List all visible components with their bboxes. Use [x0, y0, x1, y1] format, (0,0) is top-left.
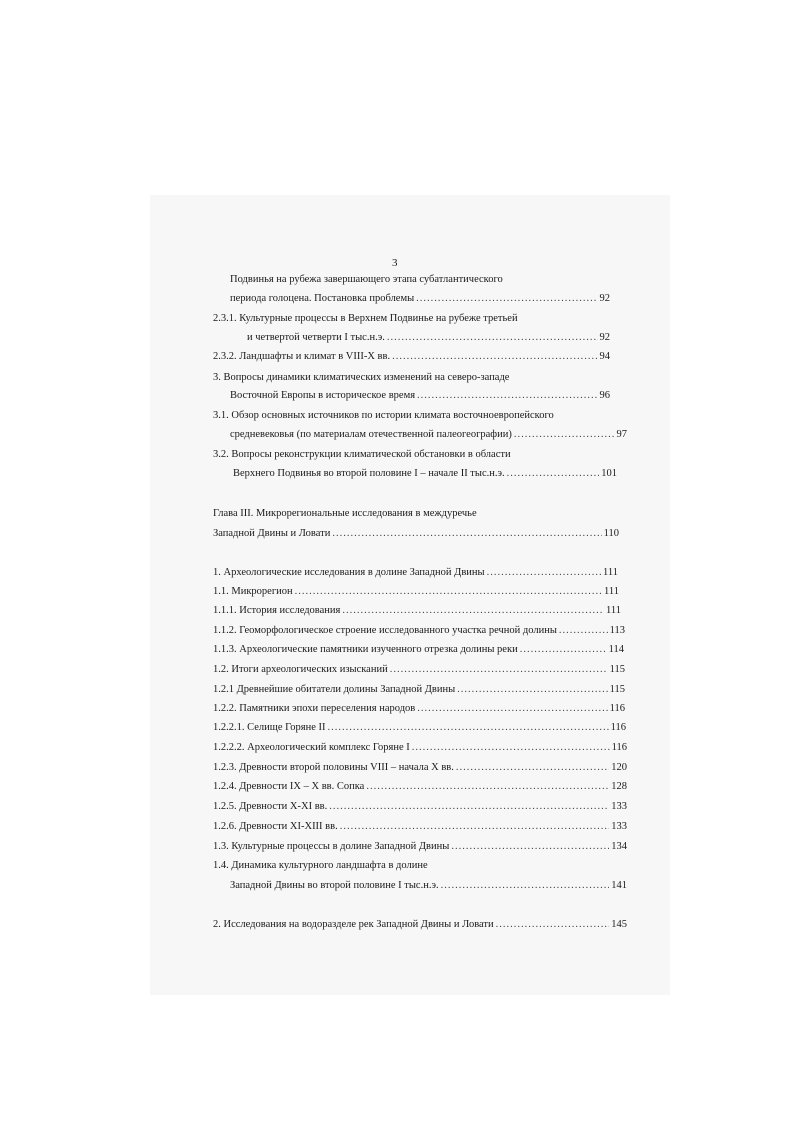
toc-entry: периода голоцена. Постановка проблемы ..... 92	[230, 292, 610, 306]
toc-entry: Восточной Европы в историческое время ..... 96	[230, 389, 610, 403]
toc-entry-heading: 1.4. Динамика культурного ландшафта в долине	[213, 860, 428, 871]
toc-entry-heading: 3.1. Обзор основных источников по истории климата восточноевропейского	[213, 410, 554, 421]
toc-entry-heading: 3. Вопросы динамики климатических изменений на северо-западе	[213, 372, 510, 383]
toc-entry: 1.3. Культурные процессы в долине Западной Двины ..... 134	[213, 840, 627, 854]
toc-entry: 1.2.4. Древности IX – X вв. Сопка ..... 128	[213, 780, 627, 794]
toc-entry: 1.2.5. Древности X-XI вв. ..... 133	[213, 800, 627, 814]
toc-entry: 1.2. Итоги археологических изысканий ..... 115	[213, 663, 625, 677]
toc-entry-continuation: Подвинья на рубежа завершающего этапа субатлантического	[230, 274, 503, 285]
toc-entry: 1.2.2.1. Селище Горяне II ..... 116	[213, 721, 626, 735]
toc-entry: 1.1.1. История исследования ..... 111	[213, 604, 621, 618]
toc-entry: 1.2.6. Древности XI-XIII вв. ..... 133	[213, 820, 627, 834]
toc-entry: Западной Двины и Ловати ..... 110	[213, 527, 619, 541]
toc-entry: 2.3.2. Ландшафты и климат в VIII-X вв. ..... 94	[213, 350, 610, 364]
toc-entry: 1.2.2.2. Археологический комплекс Горяне I ..... 116	[213, 741, 627, 755]
toc-entry: Западной Двины во второй половине I тыс.н.э. ..... 141	[230, 879, 627, 893]
chapter-heading: Глава III. Микрорегиональные исследования в междуречье	[213, 508, 477, 519]
toc-entry: Верхнего Подвинья во второй половине I – начале II тыс.н.э. ..... 101	[233, 467, 617, 481]
toc-entry: 1.1.3. Археологические памятники изученного отрезка долины реки ..... 114	[213, 643, 624, 657]
toc-entry: 1.1.2. Геоморфологическое строение исследованного участка речной долины ..... 113	[213, 624, 625, 638]
toc-entry-heading: 3.2. Вопросы реконструкции климатической обстановки в области	[213, 449, 511, 460]
toc-entry: 1.1. Микрорегион ..... 111	[213, 585, 619, 599]
toc-entry: 1.2.1 Древнейшие обитатели долины Западной Двины ..... 115	[213, 683, 625, 697]
page-number: 3	[392, 257, 398, 269]
toc-entry: 2. Исследования на водоразделе рек Западной Двины и Ловати ..... 145	[213, 918, 627, 932]
toc-entry: средневековья (по материалам отечественной палеогеографии) ..... 97	[230, 428, 627, 442]
toc-entry: 1.2.3. Древности второй половины VIII – начала X вв. ..... 120	[213, 761, 627, 775]
toc-entry-heading: 2.3.1. Культурные процессы в Верхнем Подвинье на рубеже третьей	[213, 313, 518, 324]
toc-entry: 1.2.2. Памятники эпохи переселения народов ..... 116	[213, 702, 625, 716]
toc-entry: 1. Археологические исследования в долине Западной Двины ..... 111	[213, 566, 618, 580]
toc-entry: и четвертой четверти I тыс.н.э. ..... 92	[247, 331, 610, 345]
